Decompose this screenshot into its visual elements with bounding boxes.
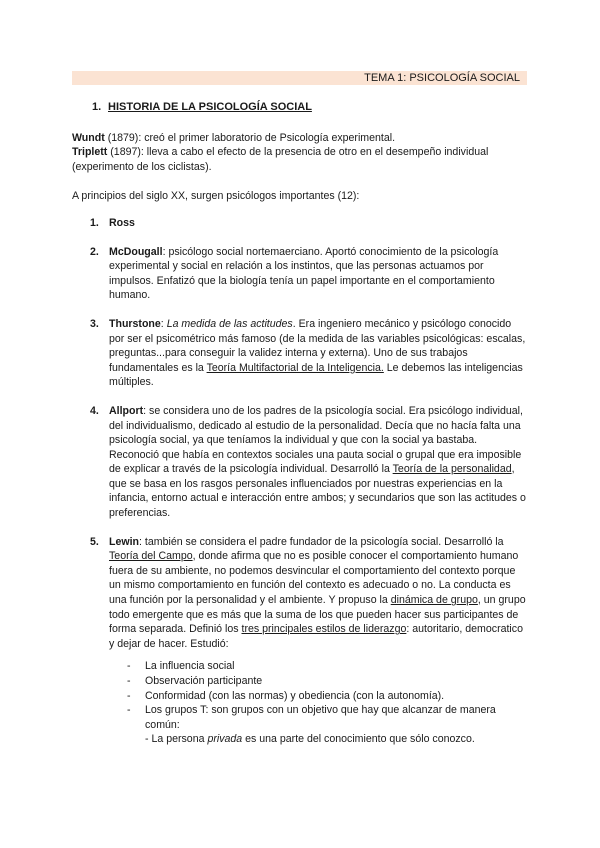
person-name: Thurstone (109, 317, 161, 330)
person-name: McDougall (109, 245, 163, 258)
person-name: Lewin (109, 535, 140, 548)
sub-item: - Observación participante (127, 675, 263, 687)
book-title: La medida de las actitudes (166, 317, 293, 330)
section-title: HISTORIA DE LA PSICOLOGÍA SOCIAL (108, 101, 312, 113)
item-number: 1. (90, 216, 99, 229)
theory-link: Teoría del Campo (109, 550, 193, 563)
wundt-paragraph (72, 131, 527, 146)
item-number: 4. (90, 404, 99, 417)
list-item-ross (72, 216, 527, 231)
wundt-text: (1879): creó el primer laboratorio de Psicología experimental. (104, 131, 396, 144)
list-item-lewin: 5. Lewin: también se considera el padre fundador de la psicología social. Desarrolló la Teoría del Campo, donde afirma que no es posible conocer el comportamiento humano fuera de su ambiente, no podemos desvincular el comportamiento del contexto porque un mismo comportamiento en función del contexto es adecuado o no. La conducta es una función por la personalidad y el ambiente. Y propuso la dinámica de grupo, un grupo todo emergente que es más que la suma de los que pueden hacer sus participantes de forma separada. Definió los tres principales estilos de liderazgo: autoritario, democratico y dejar de hacer. Estudió: - La influencia social - Observación participante - Conformidad (con las normas) y obediencia (con la autonomía). - Los grupos T: son grupos con un objetivo que hay que alcanzar de manera común: - La persona privada es una parte del conocimiento que sólo conozco. (90, 535, 526, 746)
list-item-allport: 4. Allport: se considera uno de los padres de la psicología social. Era psicólogo individual, del individualismo, dedicado al estudio de la personalidad. Decía que no hacía falta una psicología social, ya que teníamos la individual y que con la social ya bastaba. Reconoció que había en contextos sociales una pauta social o grupal que era imposible de explicar a través de la psicología individual. Desarrolló la Teoría de la personalidad, que se basa en los rasgos personales influenciados por nuestras experiencias en la infancia, entorno actual e interacción entre ambos; y secundarios que son las actitudes o preferencias. (90, 404, 526, 520)
header-tema: TEMA 1 (364, 72, 404, 84)
section-number: 1. (92, 101, 102, 113)
sub-item: - Los grupos T: son grupos con un objetivo que hay que alcanzar de manera común: - La persona privada es una parte del conocimiento que sólo conozco. (127, 704, 496, 746)
person-name: Ross (109, 216, 135, 229)
header-title: : PSICOLOGÍA SOCIAL (403, 72, 520, 84)
century-paragraph: A principios del siglo XX, surgen psicólogos importantes (12): (72, 190, 360, 203)
document-body (72, 100, 527, 761)
person-name: Allport (109, 404, 144, 417)
theory-link: Teoría Multifactorial de la Inteligencia. (206, 361, 384, 374)
triplett-paragraph (72, 145, 527, 174)
wundt-name: Wundt (72, 131, 105, 144)
triplett-text: (1897): lleva a cabo el efecto de la presencia de otro en el desempeño individual (experimento de los ciclistas). (72, 146, 489, 173)
item-number: 2. (90, 245, 99, 258)
psychologists-list (72, 216, 527, 747)
theory-link: Teoría de la personalidad (392, 463, 512, 476)
list-item-thurstone: 3. Thurstone: La medida de las actitudes. Era ingeniero mecánico y psicólogo conocido por ser el psicométrico más famoso (de la medida de las variables psicológicas: escalas, preguntas...para conseguir la validez interna y externa). Uno de sus trabajos fundamentales es la Teoría Multifactorial de la Inteligencia. Le debemos las inteligencias múltiples. (90, 317, 526, 389)
lewin-subtopics (109, 659, 527, 747)
page-header (364, 71, 520, 85)
triplett-name: Triplett (72, 146, 108, 159)
item-number: 5. (90, 535, 99, 548)
sub-item: - Conformidad (con las normas) y obediencia (con la autonomía). (127, 689, 445, 702)
item-number: 3. (90, 317, 99, 330)
theory-link: tres principales estilos de liderazgo (241, 623, 407, 636)
sub-item: - La influencia social (127, 660, 235, 673)
section-heading (92, 100, 527, 115)
list-item-mcdougall (72, 245, 527, 303)
theory-link: dinámica de grupo (390, 594, 478, 607)
person-text: : psicólogo social nortemaerciano. Aportó conocimiento de la psicología experimental y social en relación a los instintos, que las personas actuamos por impulsos. Enfatizó que la biología tenía un papel importante en el comportamiento humano. (109, 245, 499, 302)
